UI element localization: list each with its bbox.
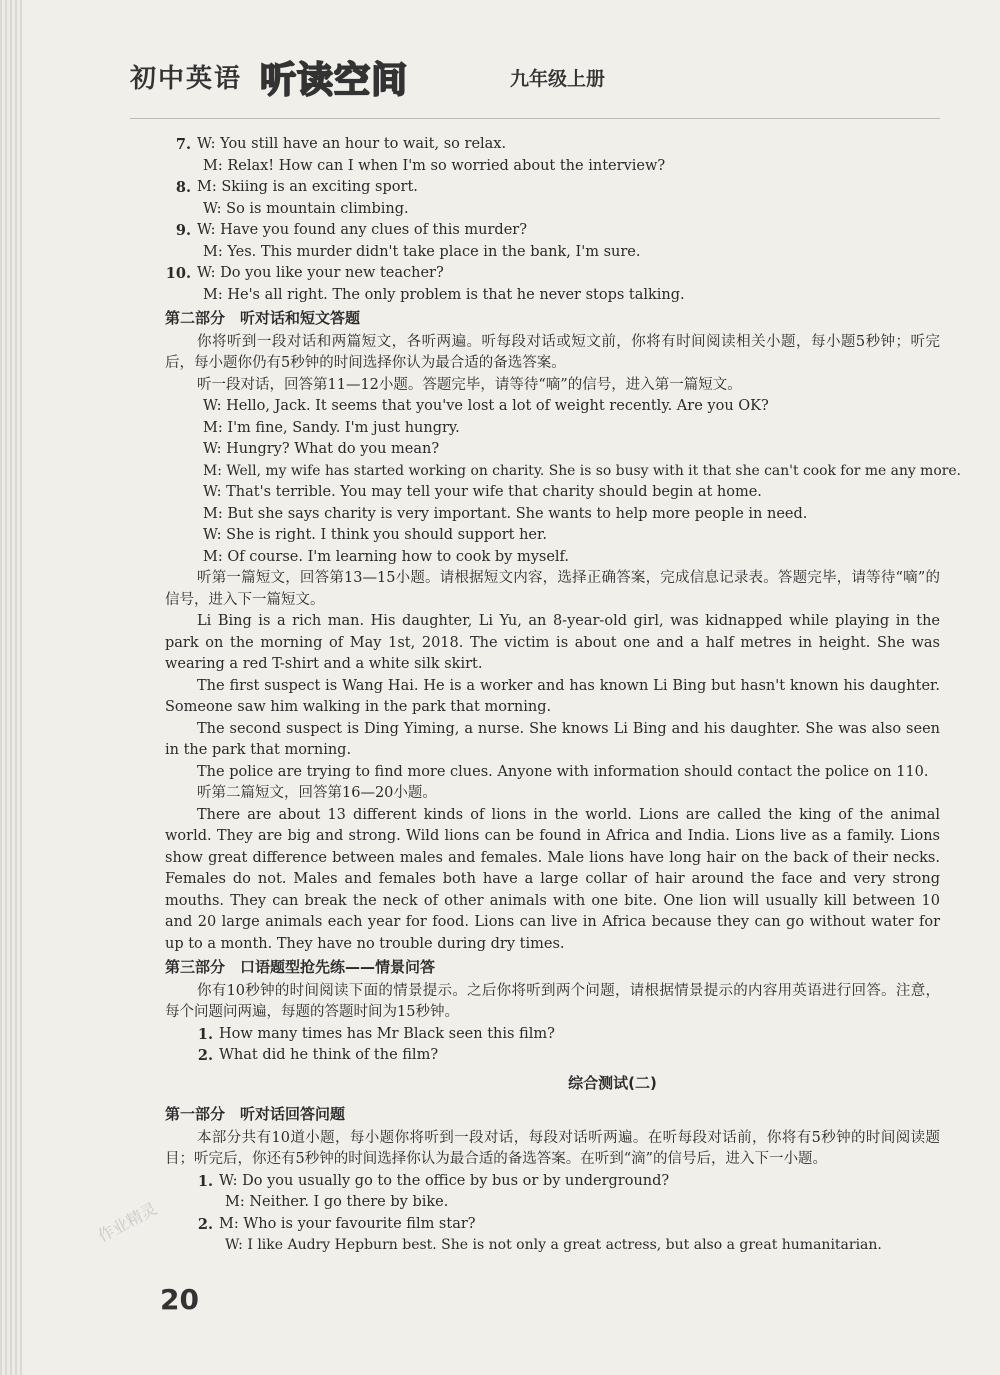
dialogue-line: W: That's terrible. You may tell your wife that charity should begin at home. — [203, 484, 762, 500]
item-number: 8. — [175, 179, 191, 196]
passage2-paragraph: There are about 13 different kinds of lions in the world. Lions are called the king of the animal world. They are big and strong. Wild lions can be found in Africa and India. Lions live as a family. Lions show great difference between males and females. Male lions have long hair on the back of their necks. Females do not. Males and females both have a large collar of hair around the face and very strong mouths. They can break the neck of other animals with one bite. One lion will usually kill between 10 and 20 large animals each year for food. Lions can live in Africa because they can go without water for up to a month. They have no trouble during dry times. — [165, 806, 940, 952]
question-text: How many times has Mr Black seen this film? — [219, 1025, 555, 1042]
part2-heading: 第二部分 听对话和短文答题 — [165, 309, 361, 327]
dialogue-line: M: Relax! How can I when I'm so worried about the interview? — [203, 157, 666, 174]
item-number: 10. — [165, 265, 191, 282]
page-number: 20 — [160, 1283, 199, 1316]
dialogue-intro: 听一段对话，回答第11—12小题。答题完毕，请等待“嘀”的信号，进入第一篇短文。 — [197, 376, 742, 393]
item-number: 9. — [175, 222, 191, 239]
dialogue-line: W: Hello, Jack. It seems that you've lost a lot of weight recently. Are you OK? — [203, 398, 769, 414]
main-content — [165, 134, 961, 1257]
dialogue-line: M: Of course. I'm learning how to cook by myself. — [203, 548, 570, 565]
part3-heading: 第三部分 口语题型抢先练——情景问答 — [165, 958, 436, 976]
question-number: 1. — [197, 1025, 213, 1043]
question-text: What did he think of the film? — [219, 1047, 439, 1063]
dialogue-item — [165, 134, 940, 156]
grade-label: 九年级上册 — [510, 68, 606, 90]
question-number: 2. — [197, 1047, 213, 1064]
dialogue-line: W: I like Audry Hepburn best. She is not only a great actress, but also a great humanitarian. — [225, 1237, 882, 1253]
part1-dialogues — [165, 134, 940, 306]
passage1-paragraph: Li Bing is a rich man. His daughter, Li Yu, an 8-year-old girl, was kidnapped while playing in the park on the morning of May 1st, 2018. The victim is about one and a half metres in height. She was wearing a red T-shirt and a white silk skirt. — [165, 613, 940, 672]
dialogue-line: W: Do you usually go to the office by bus or by underground? — [219, 1172, 670, 1189]
item-number: 2. — [197, 1215, 213, 1233]
dialogue-line: W: You still have an hour to wait, so relax. — [197, 136, 507, 152]
test2-title: 综合测试(二) — [568, 1073, 657, 1092]
dialogue-line: M: Neither. I go there by bike. — [225, 1194, 449, 1210]
passage1-paragraph: The second suspect is Ding Yiming, a nurse. She knows Li Bing and his daughter. She was also seen in the park that morning. — [165, 720, 940, 758]
dialogue-item — [165, 220, 940, 242]
dialogue-line: W: Do you like your new teacher? — [197, 265, 444, 281]
header-divider — [130, 118, 940, 119]
dialogue-line: W: Have you found any clues of this murder? — [197, 222, 528, 238]
dialogue-line: M: Skiing is an exciting sport. — [197, 179, 418, 195]
dialogue-line: M: Who is your favourite film star? — [219, 1215, 476, 1232]
dialogue-item — [165, 263, 940, 285]
passage1-paragraph: The police are trying to find more clues. Anyone with information should contact the police on 110. — [197, 763, 929, 780]
dialogue-item — [165, 1214, 940, 1236]
dialogue-item — [165, 177, 940, 199]
dialogue-line: W: Hungry? What do you mean? — [203, 441, 440, 457]
page-edges — [0, 0, 22, 1375]
series-title: 初中英语 — [130, 64, 243, 94]
dialogue-line: M: Well, my wife has started working on charity. She is so busy with it that she can't cook for me any more. — [203, 462, 961, 479]
test2-part1-instructions: 本部分共有10道小题，每小题你将听到一段对话，每段对话听两遍。在听每段对话前，你将有5秒钟的时间阅读题目；听完后，你还有5秒钟的时间选择你认为最合适的备选答案。在听到“滴”的信号后，进入下一小题。 — [165, 1129, 940, 1167]
item-number: 7. — [175, 136, 191, 153]
passage1-paragraph: The first suspect is Wang Hai. He is a worker and has known Li Bing but hasn't known his daughter. Someone saw him walking in the park that morning. — [165, 677, 940, 715]
brand-logo: 听读空间 — [260, 60, 409, 101]
dialogue-item — [165, 1171, 940, 1193]
dialogue-line: M: Yes. This murder didn't take place in the bank, I'm sure. — [203, 243, 641, 260]
part3-instructions: 你有10秒钟的时间阅读下面的情景提示。之后你将听到两个问题，请根据情景提示的内容用英语进行回答。注意，每个问题问两遍，每题的答题时间为15秒钟。 — [165, 982, 940, 1020]
item-number: 1. — [197, 1172, 213, 1190]
passage2-intro: 听第二篇短文，回答第16—20小题。 — [197, 785, 437, 801]
dialogue-line: M: He's all right. The only problem is that he never stops talking. — [203, 286, 685, 303]
test2-part1-heading: 第一部分 听对话回答问题 — [165, 1105, 346, 1123]
page-header — [130, 58, 650, 108]
part2-dialogue — [165, 396, 961, 568]
dialogue-line: M: I'm fine, Sandy. I'm just hungry. — [203, 419, 460, 436]
question-item — [165, 1024, 940, 1046]
dialogue-line: M: But she says charity is very important. She wants to help more people in need. — [203, 505, 808, 522]
passage1-intro: 听第一篇短文，回答第13—15小题。请根据短文内容，选择正确答案，完成信息记录表。答题完毕，请等待“嘀”的信号，进入下一篇短文。 — [165, 570, 940, 608]
question-item — [165, 1045, 940, 1067]
dialogue-line: W: She is right. I think you should support her. — [203, 527, 547, 543]
part2-instructions: 你将听到一段对话和两篇短文，各听两遍。听每段对话或短文前，你将有时间阅读相关小题，每小题5秒钟；听完后，每小题你仍有5秒钟的时间选择你认为最合适的备选答案。 — [165, 333, 940, 371]
dialogue-line: W: So is mountain climbing. — [203, 200, 409, 217]
watermark: 作业精灵 — [94, 1198, 161, 1246]
